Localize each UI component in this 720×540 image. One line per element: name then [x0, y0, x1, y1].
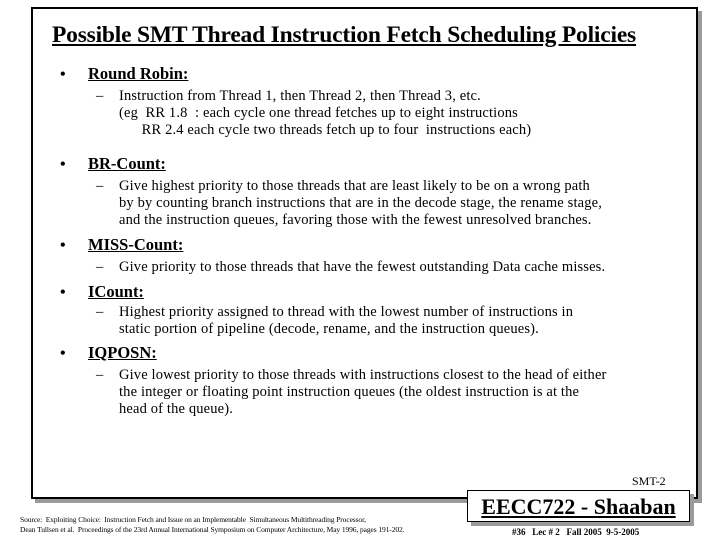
- dash-icon: –: [96, 304, 104, 320]
- policy-name-round-robin: Round Robin:: [88, 64, 189, 83]
- policy-description-icount: Highest priority assigned to thread with the lowest number of instructions in static portion of pipeline (decode, rename, and the instruction queues).: [119, 304, 574, 337]
- bullet-icon: •: [60, 156, 66, 173]
- policy-description-miss-count: Give priority to those threads that have the fewest outstanding Data cache misses.: [119, 259, 606, 275]
- lecture-info: #36 Lec # 2 Fall 2005 9-5-2005: [512, 527, 640, 537]
- dash-icon: –: [96, 367, 104, 383]
- policy-name-miss-count: MISS-Count:: [88, 235, 184, 254]
- slide-number: SMT-2: [632, 474, 666, 488]
- dash-icon: –: [96, 178, 104, 194]
- policy-name-icount: ICount:: [88, 282, 144, 301]
- course-title-box: [467, 490, 690, 522]
- policy-description-iqposn: Give lowest priority to those threads with instructions closest to the head of either the integer or floating point instruction queues (the oldest instruction is at the head of the queue).: [119, 367, 607, 417]
- source-citation: Source: Exploiting Choice: Instruction Fetch and Issue on an Implementable Simultaneous Multithreading Processor, Dean Tullsen et al. Proceedings of the 23rd Annual International Symposium on Computer Architecture, May 1996, pages 191-202.: [20, 515, 405, 534]
- policy-description-br-count: Give highest priority to those threads that are least likely to be on a wrong path by by counting branch instructions that are in the decode stage, the rename stage, and the instruction queues, favoring those with the fewest unresolved branches.: [119, 178, 602, 228]
- bullet-icon: •: [60, 237, 66, 254]
- policy-description-round-robin: Instruction from Thread 1, then Thread 2, then Thread 3, etc. (eg RR 1.8 : each cycle one thread fetches up to eight instructions RR 2.4 each cycle two threads fetch up to four instructions each): [119, 88, 532, 138]
- bullet-icon: •: [60, 284, 66, 301]
- dash-icon: –: [96, 259, 104, 275]
- course-title: EECC722 - Shaaban: [481, 494, 676, 519]
- dash-icon: –: [96, 88, 104, 104]
- bullet-icon: •: [60, 66, 66, 83]
- slide-title: Possible SMT Thread Instruction Fetch Scheduling Policies: [52, 22, 636, 48]
- bullet-icon: •: [60, 345, 66, 362]
- policy-name-br-count: BR-Count:: [88, 154, 166, 173]
- policy-name-iqposn: IQPOSN:: [88, 343, 157, 362]
